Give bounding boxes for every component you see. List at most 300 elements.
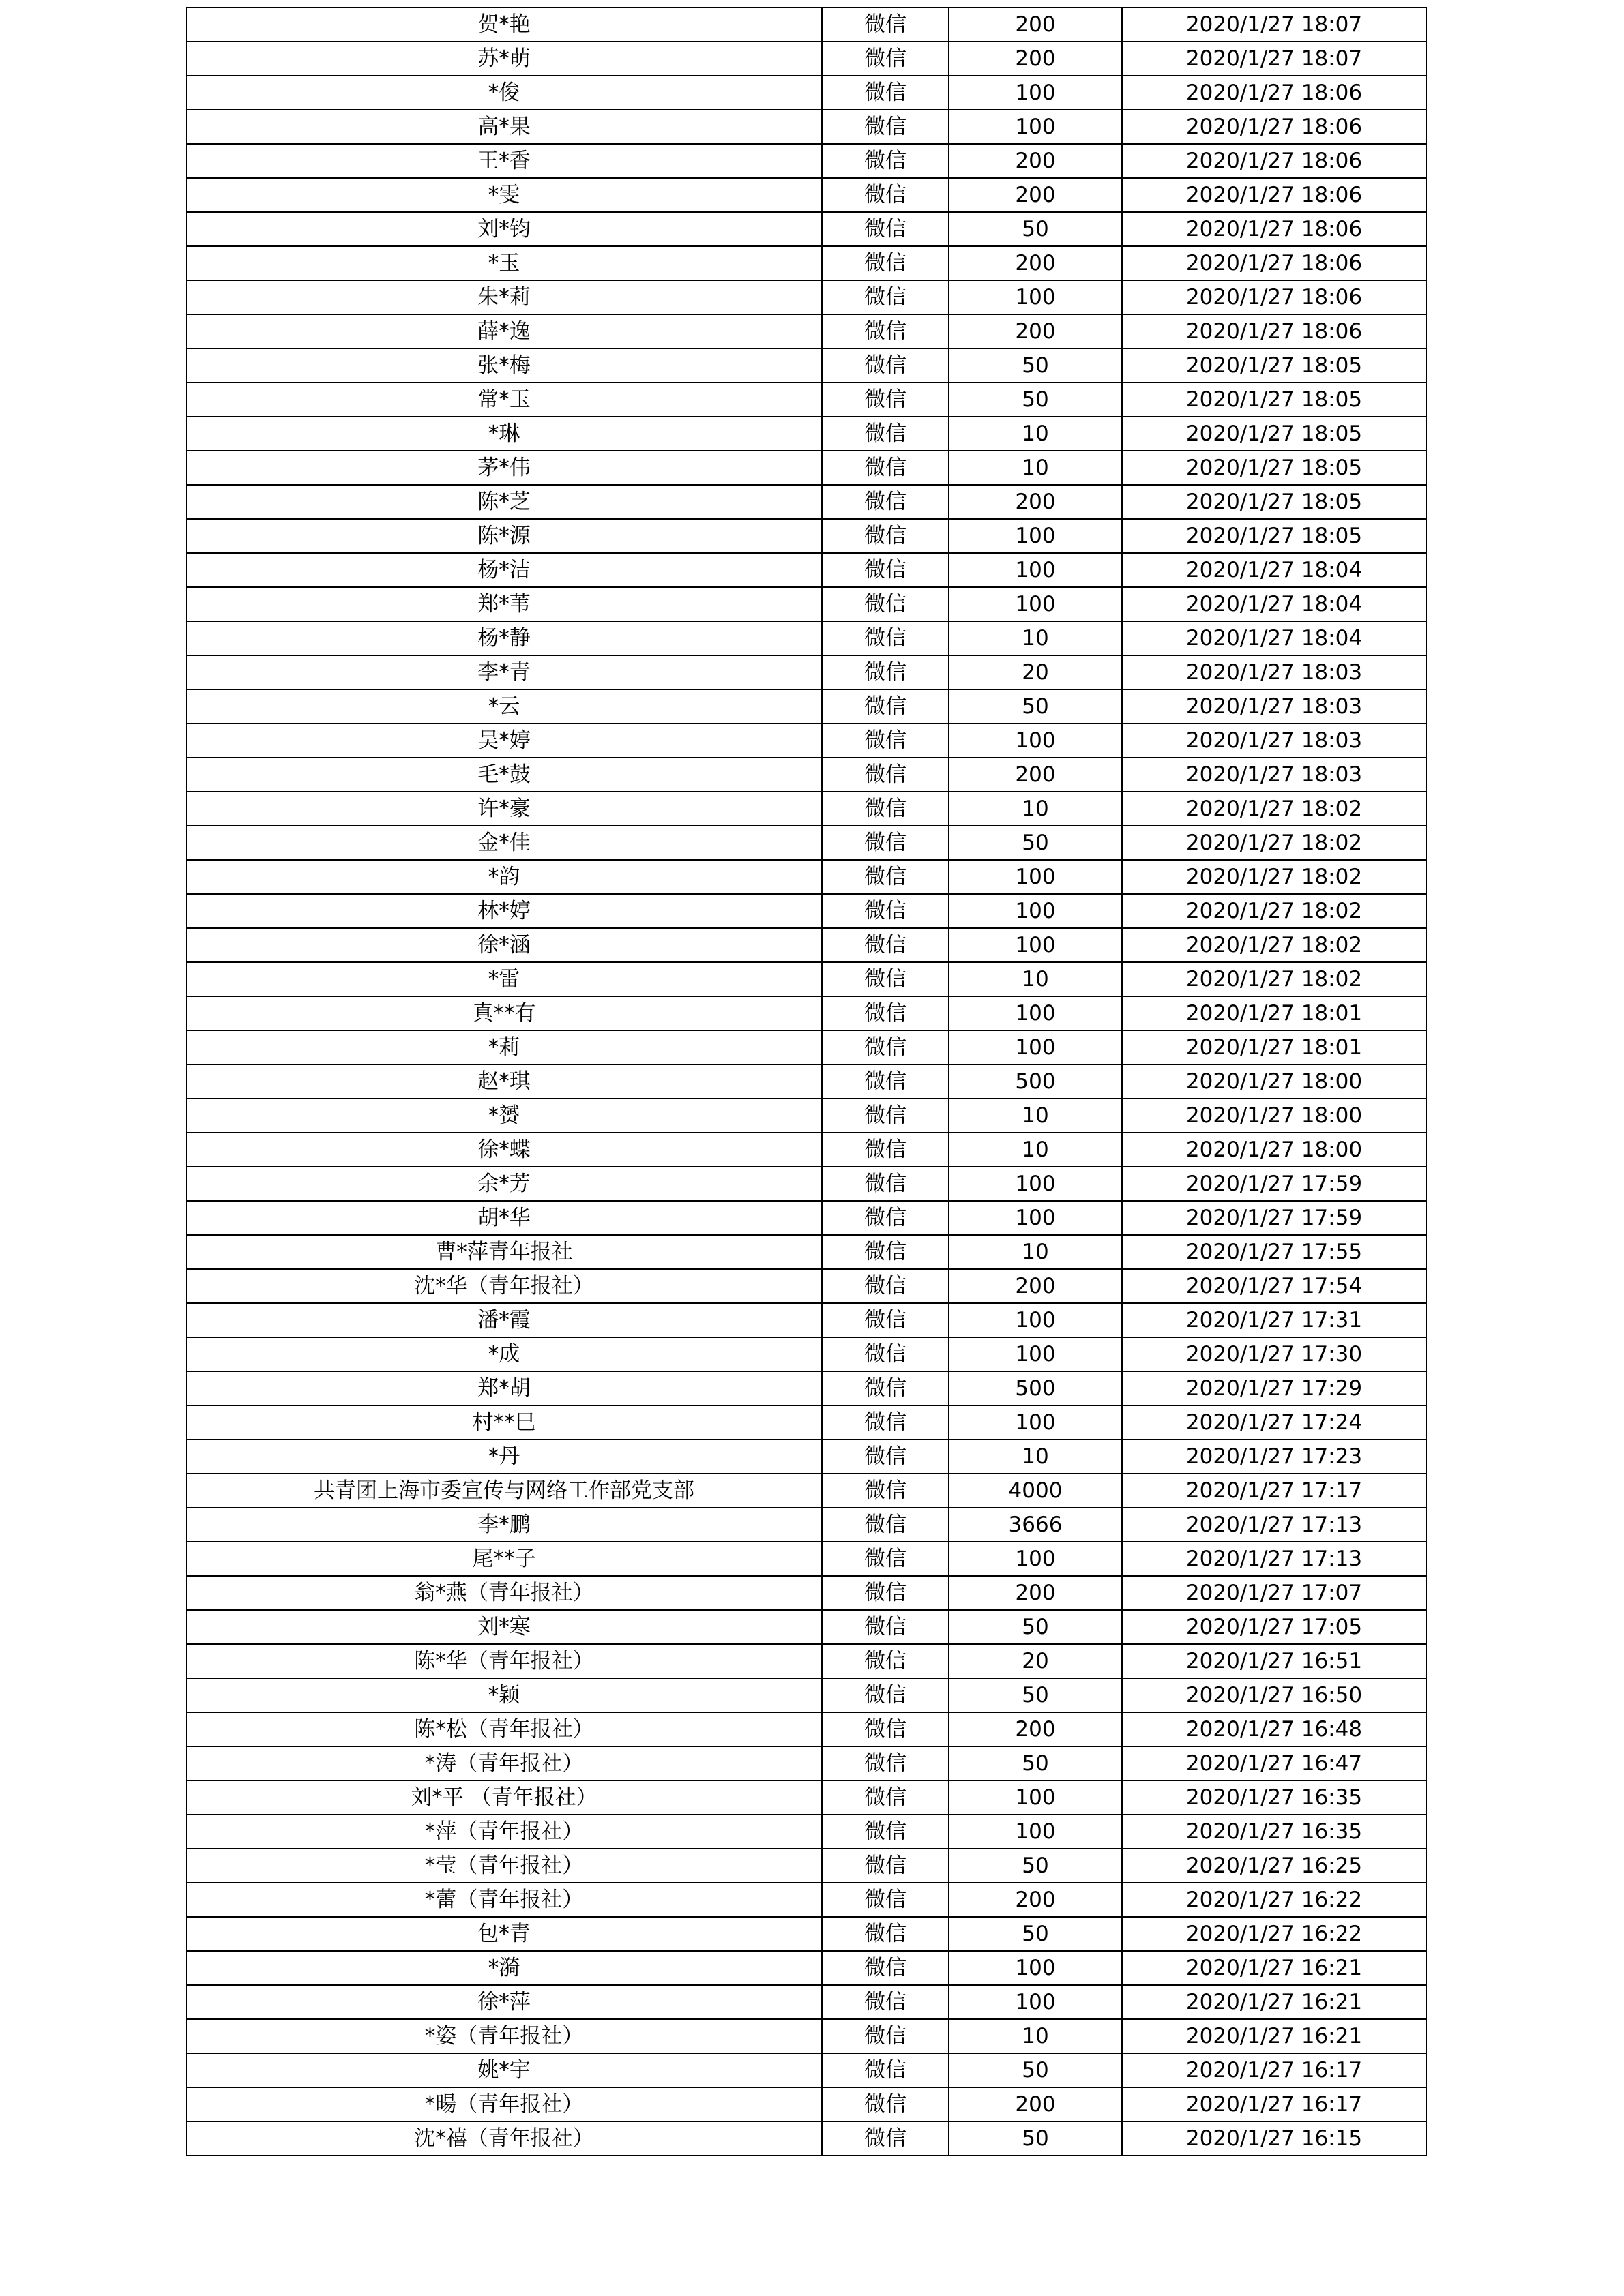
timestamp-cell: 2020/1/27 18:06 [1122,178,1426,212]
amount-cell: 100 [949,996,1122,1030]
donor-name-cell: 包*青 [186,1917,822,1951]
payment-channel-cell: 微信 [822,1576,949,1610]
timestamp-cell: 2020/1/27 18:05 [1122,383,1426,417]
payment-channel-cell: 微信 [822,860,949,894]
table-row [186,1371,1426,1405]
payment-channel-cell: 微信 [822,1746,949,1780]
payment-channel-cell: 微信 [822,1508,949,1542]
timestamp-cell: 2020/1/27 18:02 [1122,792,1426,826]
amount-cell: 500 [949,1064,1122,1099]
timestamp-cell: 2020/1/27 18:06 [1122,280,1426,314]
donor-name-cell: 陈*松（青年报社） [186,1712,822,1746]
donor-name-cell: 赵*琪 [186,1064,822,1099]
payment-channel-cell: 微信 [822,689,949,724]
payment-channel-cell: 微信 [822,724,949,758]
payment-channel-cell: 微信 [822,519,949,553]
timestamp-cell: 2020/1/27 18:06 [1122,314,1426,348]
timestamp-cell: 2020/1/27 16:47 [1122,1746,1426,1780]
timestamp-cell: 2020/1/27 18:05 [1122,451,1426,485]
payment-channel-cell: 微信 [822,928,949,962]
timestamp-cell: 2020/1/27 16:17 [1122,2087,1426,2121]
amount-cell: 200 [949,246,1122,280]
donor-name-cell: *涛（青年报社） [186,1746,822,1780]
amount-cell: 50 [949,826,1122,860]
amount-cell: 100 [949,724,1122,758]
amount-cell: 4000 [949,1474,1122,1508]
payment-channel-cell: 微信 [822,2087,949,2121]
donor-name-cell: *漪 [186,1951,822,1985]
donation-table-body [186,8,1426,2156]
payment-channel-cell: 微信 [822,1610,949,1644]
table-row [186,826,1426,860]
payment-channel-cell: 微信 [822,1133,949,1167]
donor-name-cell: *蕾（青年报社） [186,1883,822,1917]
timestamp-cell: 2020/1/27 16:51 [1122,1644,1426,1678]
donor-name-cell: 苏*萌 [186,42,822,76]
amount-cell: 200 [949,758,1122,792]
timestamp-cell: 2020/1/27 17:05 [1122,1610,1426,1644]
table-row [186,1303,1426,1337]
timestamp-cell: 2020/1/27 16:48 [1122,1712,1426,1746]
payment-channel-cell: 微信 [822,553,949,587]
timestamp-cell: 2020/1/27 16:35 [1122,1815,1426,1849]
amount-cell: 100 [949,519,1122,553]
amount-cell: 100 [949,1201,1122,1235]
table-row [186,8,1426,42]
donor-name-cell: 潘*霞 [186,1303,822,1337]
table-row [186,2019,1426,2053]
amount-cell: 100 [949,587,1122,621]
payment-channel-cell: 微信 [822,2121,949,2156]
donor-name-cell: 尾**子 [186,1542,822,1576]
amount-cell: 200 [949,144,1122,178]
table-row [186,76,1426,110]
payment-channel-cell: 微信 [822,1474,949,1508]
amount-cell: 200 [949,1269,1122,1303]
amount-cell: 3666 [949,1508,1122,1542]
amount-cell: 50 [949,1678,1122,1712]
payment-channel-cell: 微信 [822,314,949,348]
amount-cell: 100 [949,553,1122,587]
amount-cell: 200 [949,485,1122,519]
table-row [186,621,1426,655]
donor-name-cell: 翁*燕（青年报社） [186,1576,822,1610]
table-row [186,1746,1426,1780]
donor-name-cell: 薛*逸 [186,314,822,348]
donor-name-cell: *萍（青年报社） [186,1815,822,1849]
payment-channel-cell: 微信 [822,1405,949,1440]
amount-cell: 100 [949,1985,1122,2019]
timestamp-cell: 2020/1/27 16:21 [1122,1985,1426,2019]
donor-name-cell: 李*鹏 [186,1508,822,1542]
amount-cell: 200 [949,1576,1122,1610]
timestamp-cell: 2020/1/27 18:07 [1122,8,1426,42]
donor-name-cell: 张*梅 [186,348,822,383]
amount-cell: 100 [949,280,1122,314]
donor-name-cell: *雯 [186,178,822,212]
timestamp-cell: 2020/1/27 17:29 [1122,1371,1426,1405]
timestamp-cell: 2020/1/27 18:05 [1122,485,1426,519]
payment-channel-cell: 微信 [822,1678,949,1712]
table-row [186,246,1426,280]
donor-name-cell: 徐*涵 [186,928,822,962]
table-row [186,1815,1426,1849]
payment-channel-cell: 微信 [822,110,949,144]
payment-channel-cell: 微信 [822,1235,949,1269]
payment-channel-cell: 微信 [822,2053,949,2087]
donor-name-cell: 陈*芝 [186,485,822,519]
donor-name-cell: 金*佳 [186,826,822,860]
amount-cell: 10 [949,1440,1122,1474]
timestamp-cell: 2020/1/27 18:00 [1122,1064,1426,1099]
donor-name-cell: 常*玉 [186,383,822,417]
amount-cell: 200 [949,1712,1122,1746]
amount-cell: 50 [949,2053,1122,2087]
payment-channel-cell: 微信 [822,962,949,996]
table-row [186,42,1426,76]
payment-channel-cell: 微信 [822,451,949,485]
amount-cell: 500 [949,1371,1122,1405]
table-row [186,758,1426,792]
table-row [186,144,1426,178]
donor-name-cell: *赟 [186,1099,822,1133]
timestamp-cell: 2020/1/27 17:59 [1122,1201,1426,1235]
table-row [186,689,1426,724]
timestamp-cell: 2020/1/27 18:06 [1122,110,1426,144]
timestamp-cell: 2020/1/27 18:04 [1122,553,1426,587]
amount-cell: 200 [949,1883,1122,1917]
amount-cell: 100 [949,1167,1122,1201]
donor-name-cell: 陈*华（青年报社） [186,1644,822,1678]
amount-cell: 100 [949,76,1122,110]
table-row [186,1269,1426,1303]
donor-name-cell: 朱*莉 [186,280,822,314]
payment-channel-cell: 微信 [822,1371,949,1405]
timestamp-cell: 2020/1/27 18:06 [1122,246,1426,280]
payment-channel-cell: 微信 [822,621,949,655]
amount-cell: 50 [949,689,1122,724]
timestamp-cell: 2020/1/27 18:01 [1122,996,1426,1030]
table-row [186,724,1426,758]
timestamp-cell: 2020/1/27 18:02 [1122,826,1426,860]
timestamp-cell: 2020/1/27 17:54 [1122,1269,1426,1303]
donor-name-cell: 李*青 [186,655,822,689]
donor-name-cell: *莹（青年报社） [186,1849,822,1883]
table-row [186,2053,1426,2087]
table-row [186,1610,1426,1644]
payment-channel-cell: 微信 [822,826,949,860]
timestamp-cell: 2020/1/27 16:21 [1122,2019,1426,2053]
amount-cell: 50 [949,1849,1122,1883]
table-row [186,1405,1426,1440]
payment-channel-cell: 微信 [822,1440,949,1474]
payment-channel-cell: 微信 [822,792,949,826]
payment-channel-cell: 微信 [822,758,949,792]
amount-cell: 50 [949,1917,1122,1951]
table-row [186,2087,1426,2121]
timestamp-cell: 2020/1/27 18:06 [1122,76,1426,110]
timestamp-cell: 2020/1/27 18:03 [1122,689,1426,724]
payment-channel-cell: 微信 [822,1167,949,1201]
amount-cell: 100 [949,1030,1122,1064]
amount-cell: 100 [949,928,1122,962]
timestamp-cell: 2020/1/27 18:04 [1122,587,1426,621]
table-row [186,178,1426,212]
donor-name-cell: *暘（青年报社） [186,2087,822,2121]
donor-name-cell: 杨*静 [186,621,822,655]
amount-cell: 50 [949,383,1122,417]
table-row [186,1883,1426,1917]
payment-channel-cell: 微信 [822,1712,949,1746]
amount-cell: 10 [949,792,1122,826]
payment-channel-cell: 微信 [822,144,949,178]
table-row [186,1235,1426,1269]
timestamp-cell: 2020/1/27 18:04 [1122,621,1426,655]
table-row [186,1542,1426,1576]
timestamp-cell: 2020/1/27 18:02 [1122,962,1426,996]
payment-channel-cell: 微信 [822,1644,949,1678]
timestamp-cell: 2020/1/27 17:30 [1122,1337,1426,1371]
table-row [186,1985,1426,2019]
donor-name-cell: 沈*华（青年报社） [186,1269,822,1303]
payment-channel-cell: 微信 [822,42,949,76]
timestamp-cell: 2020/1/27 18:06 [1122,212,1426,246]
donor-name-cell: 林*婷 [186,894,822,928]
amount-cell: 100 [949,1542,1122,1576]
timestamp-cell: 2020/1/27 18:00 [1122,1133,1426,1167]
amount-cell: 100 [949,894,1122,928]
timestamp-cell: 2020/1/27 17:23 [1122,1440,1426,1474]
payment-channel-cell: 微信 [822,1337,949,1371]
table-row [186,1030,1426,1064]
table-row [186,553,1426,587]
payment-channel-cell: 微信 [822,1815,949,1849]
donor-name-cell: 刘*寒 [186,1610,822,1644]
amount-cell: 100 [949,1951,1122,1985]
table-row [186,860,1426,894]
table-row [186,280,1426,314]
table-row [186,1678,1426,1712]
amount-cell: 100 [949,1815,1122,1849]
amount-cell: 10 [949,962,1122,996]
payment-channel-cell: 微信 [822,178,949,212]
timestamp-cell: 2020/1/27 18:02 [1122,928,1426,962]
donor-name-cell: 杨*洁 [186,553,822,587]
timestamp-cell: 2020/1/27 18:02 [1122,860,1426,894]
table-row [186,1167,1426,1201]
timestamp-cell: 2020/1/27 16:15 [1122,2121,1426,2156]
table-row [186,928,1426,962]
timestamp-cell: 2020/1/27 18:00 [1122,1099,1426,1133]
donor-name-cell: 刘*平 （青年报社） [186,1780,822,1815]
payment-channel-cell: 微信 [822,2019,949,2053]
amount-cell: 100 [949,1337,1122,1371]
donor-name-cell: 沈*禧（青年报社） [186,2121,822,2156]
timestamp-cell: 2020/1/27 17:31 [1122,1303,1426,1337]
payment-channel-cell: 微信 [822,280,949,314]
table-row [186,894,1426,928]
table-row [186,383,1426,417]
table-row [186,1780,1426,1815]
table-row [186,1508,1426,1542]
timestamp-cell: 2020/1/27 18:01 [1122,1030,1426,1064]
donor-name-cell: 毛*鼓 [186,758,822,792]
donor-name-cell: 徐*萍 [186,1985,822,2019]
payment-channel-cell: 微信 [822,1951,949,1985]
amount-cell: 10 [949,1133,1122,1167]
donor-name-cell: 茅*伟 [186,451,822,485]
donor-name-cell: 郑*胡 [186,1371,822,1405]
donor-name-cell: 刘*钧 [186,212,822,246]
donor-name-cell: 共青团上海市委宣传与网络工作部党支部 [186,1474,822,1508]
donor-name-cell: 贺*艳 [186,8,822,42]
payment-channel-cell: 微信 [822,1985,949,2019]
table-row [186,1712,1426,1746]
donor-name-cell: *琳 [186,417,822,451]
table-row [186,1440,1426,1474]
payment-channel-cell: 微信 [822,1269,949,1303]
payment-channel-cell: 微信 [822,76,949,110]
amount-cell: 50 [949,348,1122,383]
timestamp-cell: 2020/1/27 18:07 [1122,42,1426,76]
payment-channel-cell: 微信 [822,246,949,280]
amount-cell: 50 [949,212,1122,246]
payment-channel-cell: 微信 [822,417,949,451]
table-row [186,2121,1426,2156]
timestamp-cell: 2020/1/27 17:17 [1122,1474,1426,1508]
table-row [186,1337,1426,1371]
payment-channel-cell: 微信 [822,485,949,519]
timestamp-cell: 2020/1/27 16:22 [1122,1917,1426,1951]
table-row [186,212,1426,246]
donor-name-cell: 村**巳 [186,1405,822,1440]
payment-channel-cell: 微信 [822,996,949,1030]
timestamp-cell: 2020/1/27 16:17 [1122,2053,1426,2087]
amount-cell: 10 [949,1235,1122,1269]
donor-name-cell: 王*香 [186,144,822,178]
timestamp-cell: 2020/1/27 18:03 [1122,758,1426,792]
donor-name-cell: *韵 [186,860,822,894]
amount-cell: 10 [949,451,1122,485]
timestamp-cell: 2020/1/27 17:13 [1122,1542,1426,1576]
table-row [186,1064,1426,1099]
donation-table [186,7,1427,2156]
table-row [186,655,1426,689]
donor-name-cell: *云 [186,689,822,724]
table-row [186,485,1426,519]
table-row [186,451,1426,485]
table-row [186,962,1426,996]
amount-cell: 50 [949,1746,1122,1780]
donor-name-cell: 曹*萍青年报社 [186,1235,822,1269]
payment-channel-cell: 微信 [822,348,949,383]
amount-cell: 200 [949,8,1122,42]
table-row [186,1201,1426,1235]
table-row [186,1099,1426,1133]
donor-name-cell: *俊 [186,76,822,110]
timestamp-cell: 2020/1/27 18:02 [1122,894,1426,928]
table-row [186,1576,1426,1610]
timestamp-cell: 2020/1/27 16:35 [1122,1780,1426,1815]
donor-name-cell: 徐*蝶 [186,1133,822,1167]
donor-name-cell: *姿（青年报社） [186,2019,822,2053]
amount-cell: 200 [949,178,1122,212]
payment-channel-cell: 微信 [822,383,949,417]
payment-channel-cell: 微信 [822,894,949,928]
table-row [186,314,1426,348]
table-row [186,1917,1426,1951]
amount-cell: 10 [949,2019,1122,2053]
amount-cell: 100 [949,860,1122,894]
payment-channel-cell: 微信 [822,1064,949,1099]
amount-cell: 10 [949,621,1122,655]
payment-channel-cell: 微信 [822,1542,949,1576]
amount-cell: 50 [949,1610,1122,1644]
payment-channel-cell: 微信 [822,1849,949,1883]
timestamp-cell: 2020/1/27 18:05 [1122,348,1426,383]
amount-cell: 10 [949,417,1122,451]
timestamp-cell: 2020/1/27 16:25 [1122,1849,1426,1883]
donor-name-cell: 许*豪 [186,792,822,826]
timestamp-cell: 2020/1/27 17:24 [1122,1405,1426,1440]
table-row [186,1849,1426,1883]
timestamp-cell: 2020/1/27 18:03 [1122,655,1426,689]
timestamp-cell: 2020/1/27 16:50 [1122,1678,1426,1712]
amount-cell: 200 [949,314,1122,348]
timestamp-cell: 2020/1/27 18:03 [1122,724,1426,758]
table-row [186,1133,1426,1167]
timestamp-cell: 2020/1/27 17:07 [1122,1576,1426,1610]
table-row [186,587,1426,621]
payment-channel-cell: 微信 [822,1303,949,1337]
donor-name-cell: 胡*华 [186,1201,822,1235]
payment-channel-cell: 微信 [822,1780,949,1815]
donor-name-cell: *雷 [186,962,822,996]
amount-cell: 100 [949,1780,1122,1815]
amount-cell: 200 [949,42,1122,76]
donor-name-cell: *成 [186,1337,822,1371]
timestamp-cell: 2020/1/27 18:05 [1122,519,1426,553]
donor-name-cell: 陈*源 [186,519,822,553]
table-row [186,792,1426,826]
amount-cell: 100 [949,1303,1122,1337]
donor-name-cell: 余*芳 [186,1167,822,1201]
table-row [186,417,1426,451]
donor-name-cell: 高*果 [186,110,822,144]
donor-name-cell: 姚*宇 [186,2053,822,2087]
timestamp-cell: 2020/1/27 17:55 [1122,1235,1426,1269]
donor-name-cell: *丹 [186,1440,822,1474]
timestamp-cell: 2020/1/27 17:13 [1122,1508,1426,1542]
payment-channel-cell: 微信 [822,8,949,42]
table-row [186,1474,1426,1508]
payment-channel-cell: 微信 [822,212,949,246]
timestamp-cell: 2020/1/27 18:06 [1122,144,1426,178]
donor-name-cell: *莉 [186,1030,822,1064]
timestamp-cell: 2020/1/27 18:05 [1122,417,1426,451]
donor-name-cell: 真**有 [186,996,822,1030]
amount-cell: 20 [949,655,1122,689]
amount-cell: 100 [949,110,1122,144]
donor-name-cell: 吴*婷 [186,724,822,758]
timestamp-cell: 2020/1/27 17:59 [1122,1167,1426,1201]
timestamp-cell: 2020/1/27 16:22 [1122,1883,1426,1917]
donor-name-cell: *玉 [186,246,822,280]
payment-channel-cell: 微信 [822,1917,949,1951]
amount-cell: 100 [949,1405,1122,1440]
table-row [186,1644,1426,1678]
timestamp-cell: 2020/1/27 16:21 [1122,1951,1426,1985]
